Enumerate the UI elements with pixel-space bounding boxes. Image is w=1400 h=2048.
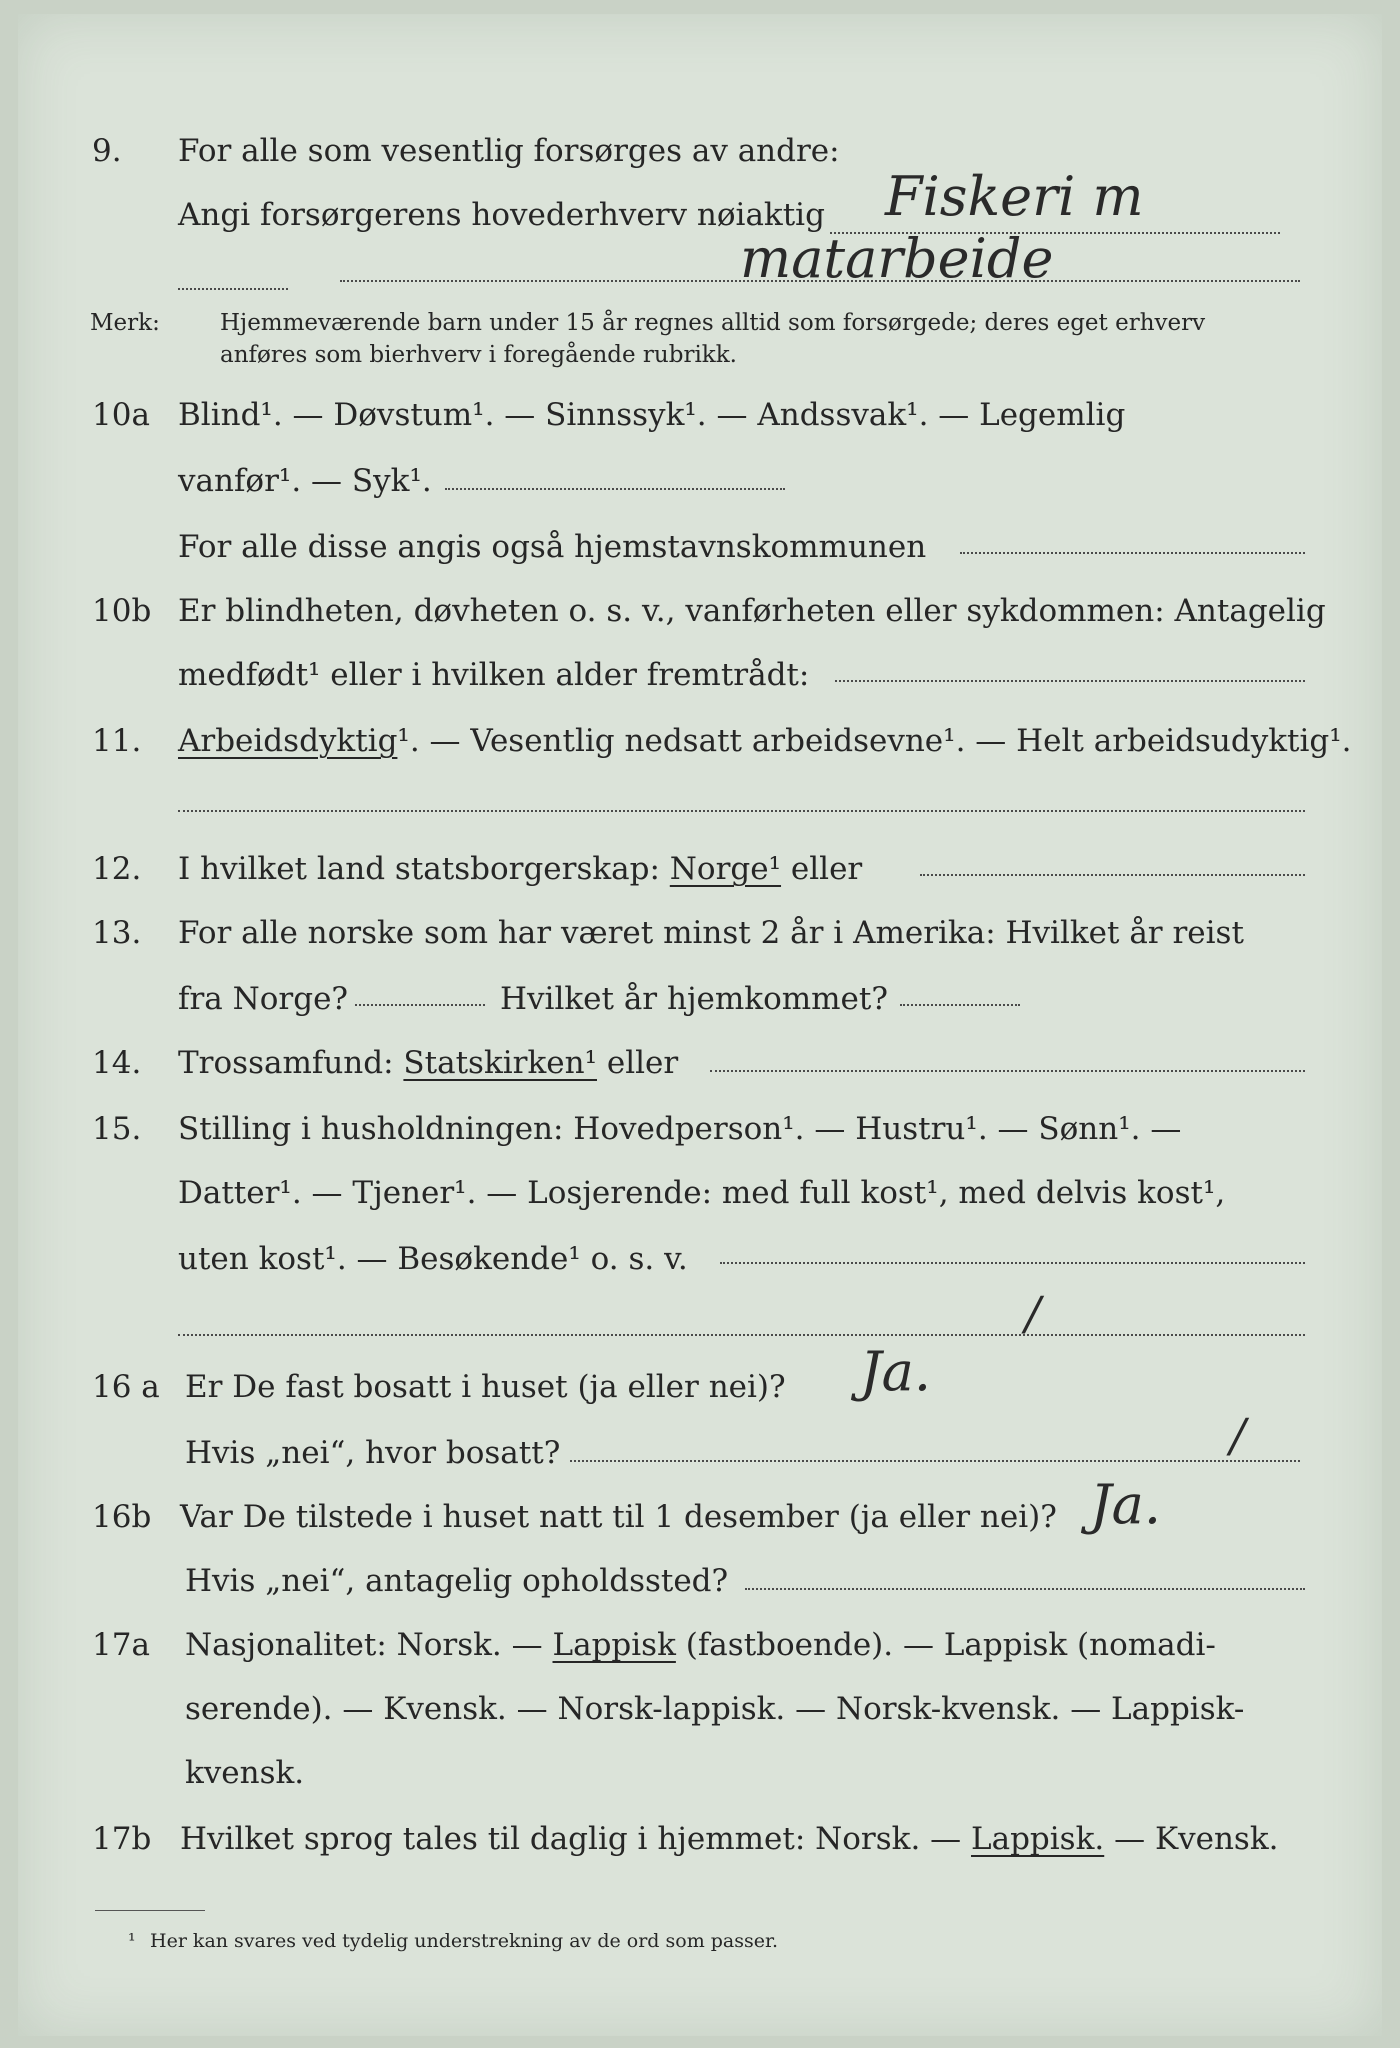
q9-question: For alle som vesentlig forsørges av andre:	[178, 133, 840, 169]
q16a-number: 16 a	[92, 1369, 160, 1405]
merk-text-2: anføres som bierhverv i foregående rubrikk.	[220, 342, 737, 368]
q17b-text-b: — Kvensk.	[1114, 1821, 1279, 1857]
q9-answer-line-2a	[178, 288, 288, 290]
q17a-row-3	[0, 1750, 1400, 1796]
q12-selected-option: Norge¹	[669, 851, 782, 887]
q15-row-3	[0, 1236, 1400, 1282]
footnote-mark: ¹	[128, 1930, 136, 1952]
q10a-text-1: Blind¹. — Døvstum¹. — Sinnssyk¹. — Andssvak¹. — Legemlig	[178, 397, 1126, 433]
q10a-number: 10a	[92, 397, 150, 433]
q17b-selected-option: Lappisk.	[971, 1821, 1105, 1857]
q10a-answer-line	[445, 488, 785, 490]
q16b-number: 16b	[92, 1499, 152, 1535]
q9-row	[0, 128, 1400, 174]
q9-number: 9.	[92, 133, 122, 169]
footnote-row	[0, 1918, 1400, 1964]
q14-eller: eller	[606, 1045, 679, 1081]
q10b-text-1: Er blindheten, døvheten o. s. v., vanførheten eller sykdommen: Antagelig	[178, 593, 1326, 629]
q15-handwritten-mark: /	[1025, 1286, 1041, 1340]
q14-selected-option: Statskirken¹	[403, 1045, 597, 1081]
q14-text	[178, 1040, 678, 1086]
q12-number: 12.	[92, 851, 142, 887]
merk-label: Merk:	[90, 310, 160, 336]
merk-row-2	[0, 332, 1400, 378]
q17a-text-1b: (fastboende). — Lappisk (nomadi-	[685, 1627, 1216, 1663]
q14-label: Trossamfund:	[178, 1045, 394, 1081]
q10a-row-3	[0, 524, 1400, 570]
q17b-row	[0, 1816, 1400, 1862]
q10a-text-3: For alle disse angis også hjemstavnskommunen	[178, 529, 927, 565]
q17a-row-2	[0, 1686, 1400, 1732]
q11-text	[178, 718, 1352, 764]
q12-eller: eller	[790, 851, 863, 887]
q14-row	[0, 1040, 1400, 1086]
q16b-answer-line	[745, 1588, 1305, 1590]
q16b-row-2	[0, 1558, 1400, 1604]
q15-text-1: Stilling i husholdningen: Hovedperson¹. — Hustru¹. — Sønn¹. —	[178, 1111, 1182, 1147]
q12-row	[0, 846, 1400, 892]
q15-answer-line-2	[178, 1334, 1305, 1336]
q10b-row-2	[0, 652, 1400, 698]
q17a-number: 17a	[92, 1627, 150, 1663]
q10b-answer-line	[835, 680, 1305, 682]
q10b-text-2: medfødt¹ eller i hvilken alder fremtrådt:	[178, 657, 810, 693]
footnote-divider	[95, 1910, 205, 1911]
q11-selected-option: Arbeidsdyktig	[178, 723, 398, 759]
q13-text-2b: Hvilket år hjemkommet?	[500, 981, 888, 1017]
q10a-row-2	[0, 458, 1400, 504]
q13-text-2a: fra Norge?	[178, 981, 349, 1017]
q16b-handwritten-answer: Ja.	[1090, 1473, 1162, 1536]
q15-answer-line	[720, 1262, 1305, 1264]
q10b-row	[0, 588, 1400, 634]
q15-row	[0, 1106, 1400, 1152]
q17a-text-2: serende). — Kvensk. — Norsk-lappisk. — Norsk-kvensk. — Lappisk-	[185, 1691, 1245, 1727]
q10b-number: 10b	[92, 593, 152, 629]
q11-text-rest: ¹. — Vesentlig nedsatt arbeidsevne¹. — Helt arbeidsudyktig¹.	[397, 723, 1352, 759]
q13-row	[0, 910, 1400, 956]
q17a-selected-option: Lappisk	[552, 1627, 676, 1663]
q16b-text-2: Hvis „nei“, antagelig opholdssted?	[185, 1563, 729, 1599]
q14-answer-line	[710, 1070, 1305, 1072]
q9-question-2: Angi forsørgerens hovederhverv nøiaktig	[178, 197, 825, 233]
q16a-answer-line	[570, 1460, 1300, 1462]
q11-number: 11.	[92, 723, 142, 759]
q17a-text-1a: Nasjonalitet: Norsk. —	[185, 1627, 543, 1663]
q16a-row	[0, 1364, 1400, 1410]
q16a-text-1: Er De fast bosatt i huset (ja eller nei)?	[185, 1369, 786, 1405]
q13-row-2	[0, 976, 1400, 1022]
q16b-row	[0, 1494, 1400, 1540]
q12-answer-line	[920, 874, 1305, 876]
q15-text-2: Datter¹. — Tjener¹. — Losjerende: med full kost¹, med delvis kost¹,	[178, 1175, 1226, 1211]
q16a-text-2: Hvis „nei“, hvor bosatt?	[185, 1435, 561, 1471]
footnote-text: Her kan svares ved tydelig understrekning av de ord som passer.	[150, 1930, 779, 1952]
q9-handwritten-answer-1: Fiskeri m	[885, 165, 1144, 228]
q16b-text-1: Var De tilstede i huset natt til 1 desember (ja eller nei)?	[180, 1499, 1057, 1535]
q11-row	[0, 718, 1400, 764]
q16a-row-2	[0, 1430, 1400, 1476]
q16a-handwritten-answer: Ja.	[860, 1340, 932, 1403]
q10a-text-2: vanfør¹. — Syk¹.	[178, 463, 432, 499]
q11-answer-line	[178, 810, 1305, 812]
q13-hjemkommet-line	[900, 1004, 1020, 1006]
q17b-text	[180, 1816, 1278, 1862]
q12-text	[178, 846, 862, 892]
q13-reist-line	[355, 1004, 485, 1006]
q10a-row	[0, 392, 1400, 438]
q17a-row	[0, 1622, 1400, 1668]
q17a-text-1	[185, 1622, 1216, 1668]
q17b-number: 17b	[92, 1821, 152, 1857]
merk-text-1: Hjemmeværende barn under 15 år regnes alltid som forsørgede; deres eget erhverv	[220, 310, 1206, 336]
q9-handwritten-answer-2: matarbeide	[740, 227, 1054, 290]
q15-text-3: uten kost¹. — Besøkende¹ o. s. v.	[178, 1241, 688, 1277]
q16a-handwritten-mark: /	[1230, 1408, 1246, 1462]
q13-text-1: For alle norske som har været minst 2 år i Amerika: Hvilket år reist	[178, 915, 1244, 951]
q10a-kommune-line	[960, 552, 1305, 554]
q12-question: I hvilket land statsborgerskap:	[178, 851, 660, 887]
q15-number: 15.	[92, 1111, 142, 1147]
q17b-text-a: Hvilket sprog tales til daglig i hjemmet: Norsk. —	[180, 1821, 962, 1857]
q17a-text-3: kvensk.	[185, 1755, 305, 1791]
q13-number: 13.	[92, 915, 142, 951]
q15-row-2	[0, 1170, 1400, 1216]
q14-number: 14.	[92, 1045, 142, 1081]
